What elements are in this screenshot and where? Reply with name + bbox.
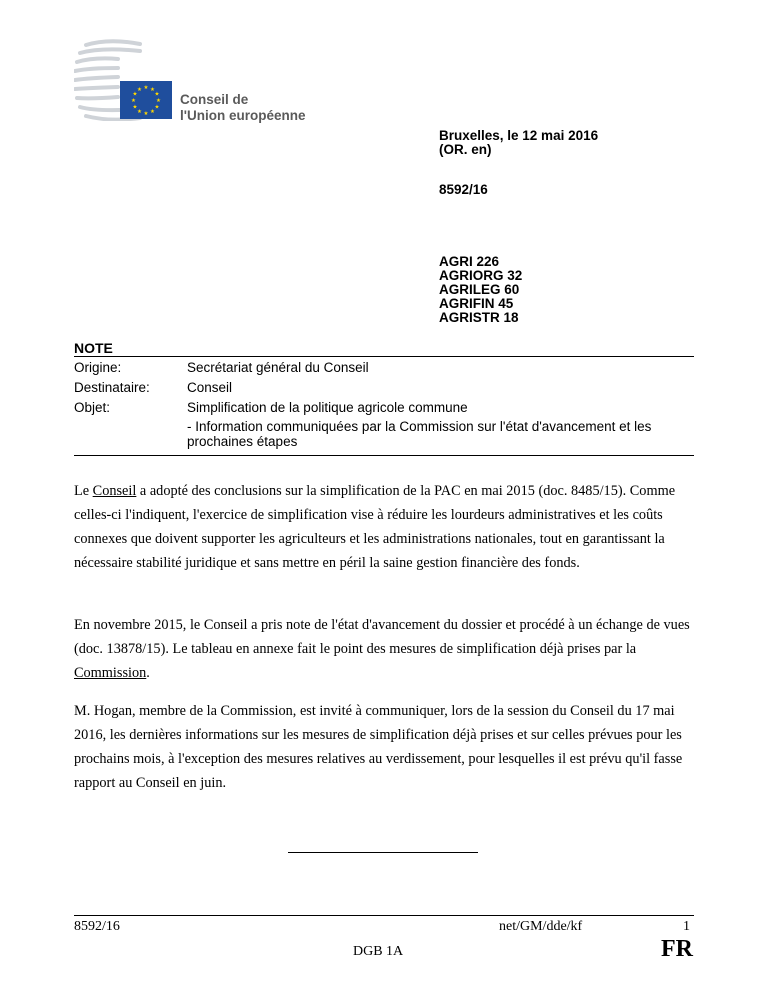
paragraph-2-end: . <box>146 665 150 681</box>
svg-text:★: ★ <box>143 85 149 91</box>
svg-text:★: ★ <box>137 109 142 115</box>
subject-label: Objet: <box>74 400 111 415</box>
footer-document-number: 8592/16 <box>74 919 120 934</box>
table-divider <box>74 455 694 456</box>
subject-title: Simplification de la politique agricole commune <box>187 400 468 415</box>
date-block <box>439 129 598 157</box>
original-language: (OR. en) <box>439 142 492 157</box>
code-item: AGRISTR 18 <box>439 310 519 325</box>
svg-text:★: ★ <box>154 91 160 98</box>
footer-reference: net/GM/dde/kf <box>499 919 583 934</box>
paragraph-1-rest: a adopté des conclusions sur la simplification de la PAC en mai 2015 (doc. 8485/15). Comme celles-ci l'indiquent, l'exercice de simplification vise à réduire les lourdeurs administratives et les coûts connexes que doivent supporter les agriculteurs et les administrations nationales, tout en garantissant la nécessaire stabilité juridique et sans mettre en péril la saine gestion financière des fonds. <box>74 483 676 571</box>
page-number: 1 <box>683 919 690 934</box>
council-name-line2: l'Union européenne <box>180 108 306 123</box>
classification-codes <box>439 255 522 325</box>
recipient-label: Destinataire: <box>74 380 150 395</box>
council-name-line1: Conseil de <box>180 92 249 107</box>
council-logo <box>74 39 174 121</box>
footer-directorate: DGB 1A <box>353 944 404 959</box>
svg-text:★: ★ <box>132 104 138 111</box>
svg-text:★: ★ <box>132 91 138 98</box>
code-item: AGRIFIN 45 <box>439 296 514 311</box>
note-metadata-table <box>74 360 694 449</box>
paragraph-3: M. Hogan, membre de la Commission, est invité à communiquer, lors de la session du Conseil du 17 mai 2016, les dernières informations sur les mesures de simplification déjà prises et sur celles prévues pour les prochains mois, à l'exception des mesures relatives au verdissement, pour lesquelles il est prévu qu'il fasse rapport au Conseil en juin. <box>74 703 683 791</box>
footer-divider <box>74 915 694 916</box>
language-code: FR <box>661 936 693 962</box>
header-divider <box>74 356 694 357</box>
commission-reference-link[interactable]: Commission <box>74 665 147 681</box>
paragraph-2 <box>74 613 702 685</box>
origin-row <box>74 360 694 380</box>
subject-detail: - Information communiquées par la Commission sur l'état d'avancement et les prochaines étapes <box>187 419 652 449</box>
svg-text:★: ★ <box>150 109 155 115</box>
subject-value <box>187 400 694 449</box>
recipient-value: Conseil <box>187 380 233 395</box>
svg-text:★: ★ <box>143 111 149 117</box>
origin-value: Secrétariat général du Conseil <box>187 360 369 375</box>
recipient-row <box>74 380 694 400</box>
note-heading: NOTE <box>74 340 113 356</box>
code-item: AGRIORG 32 <box>439 268 523 283</box>
svg-text:★: ★ <box>156 98 161 104</box>
subject-row <box>74 400 694 449</box>
svg-text:★: ★ <box>137 87 142 93</box>
end-of-text-line <box>288 852 478 853</box>
paragraph-2-start: En novembre 2015, le Conseil a pris note de l'état d'avancement du dossier et procédé à un échange de vues (doc. 13878/15). Le tableau en annexe fait le point des mesures de simplification déjà prises par la <box>74 617 690 657</box>
paragraph-1 <box>74 479 702 575</box>
svg-text:★: ★ <box>154 104 160 111</box>
council-name <box>180 92 305 124</box>
origin-label: Origine: <box>74 360 122 375</box>
svg-text:★: ★ <box>150 87 155 93</box>
conseil-reference-link[interactable]: Conseil <box>92 483 137 499</box>
date-line: Bruxelles, le 12 mai 2016 <box>439 128 599 143</box>
paragraph-1-start: Le <box>74 483 93 499</box>
svg-text:★: ★ <box>131 98 136 104</box>
code-item: AGRILEG 60 <box>439 282 520 297</box>
code-item: AGRI 226 <box>439 254 500 269</box>
document-number: 8592/16 <box>439 182 488 197</box>
